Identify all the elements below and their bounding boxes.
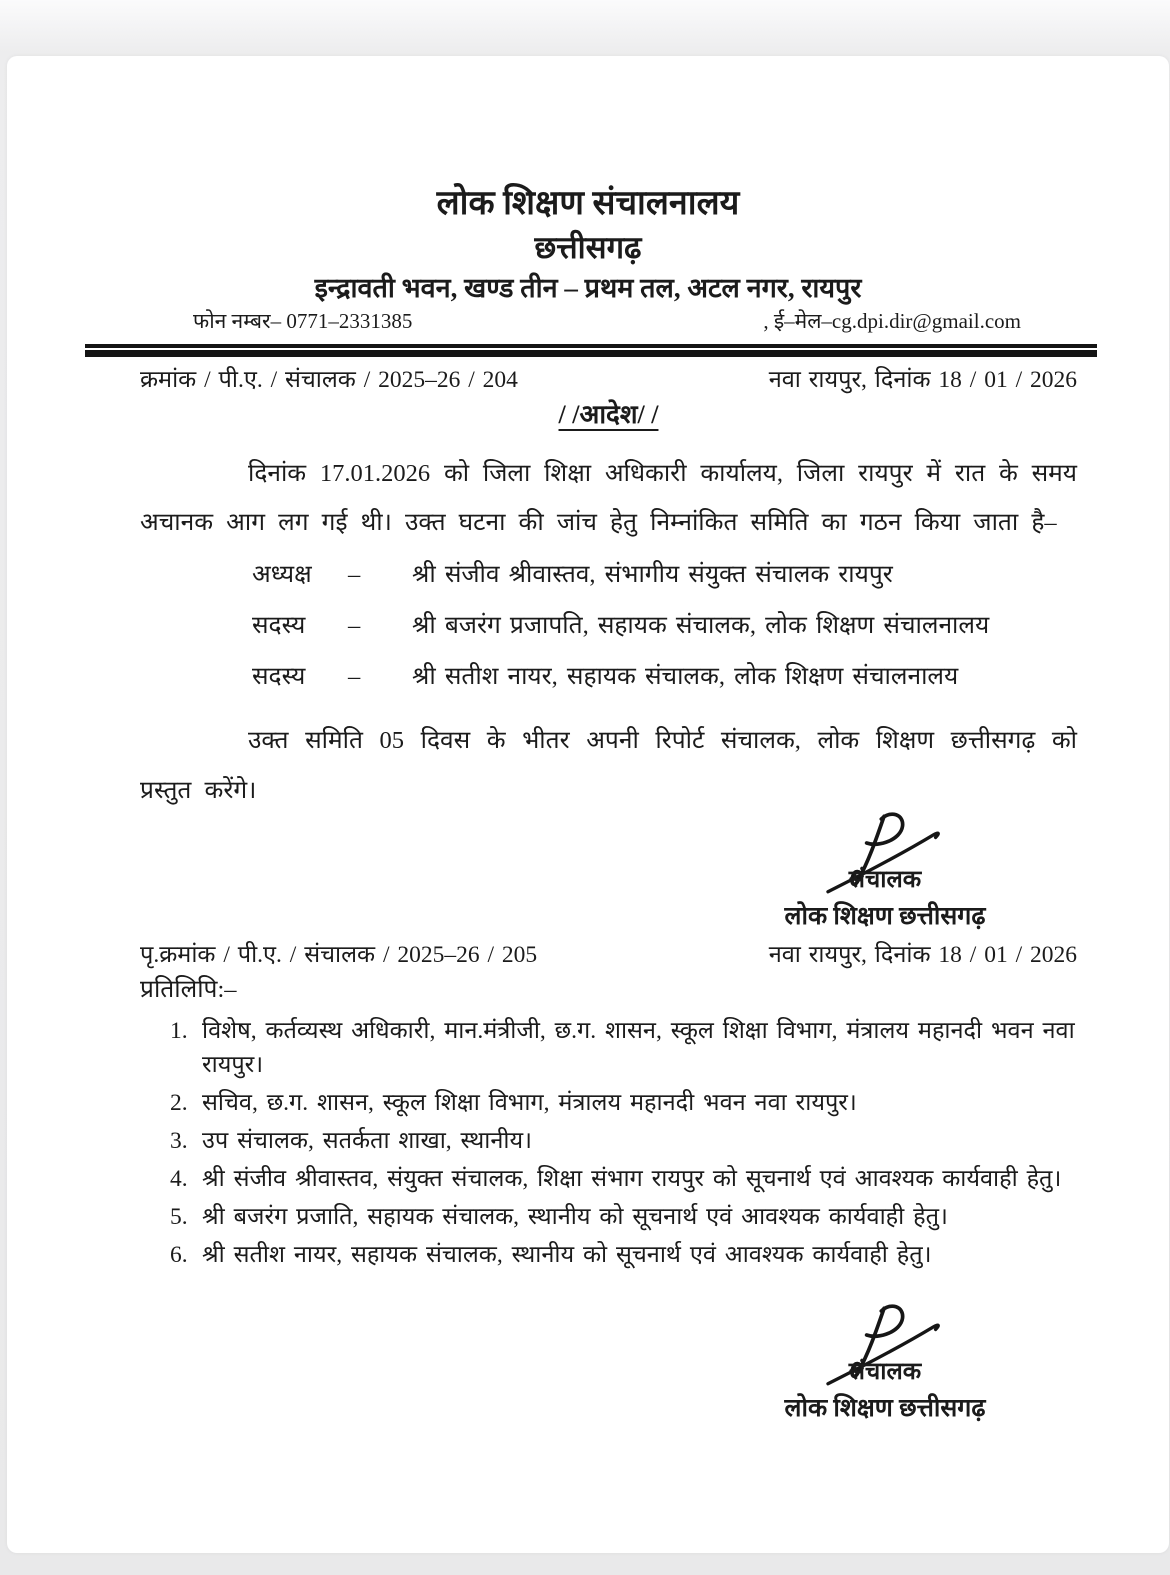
copy-item-number: 3. (170, 1128, 188, 1154)
document-page (7, 56, 1169, 1553)
committee-role: सदस्य (252, 612, 306, 639)
letterhead (7, 56, 1169, 334)
org-address: इन्द्रावती भवन, खण्ड तीन – प्रथम तल, अटल नगर, रायपुर (314, 273, 862, 303)
copy-item-text: श्री बजरंग प्रजाति, सहायक संचालक, स्थानीय को सूचनार्थ एवं आवश्यक कार्यवाही हेतु। (202, 1204, 948, 1230)
order-place-date: नवा रायपुर, दिनांक 18 / 01 / 2026 (768, 367, 1077, 393)
copy-to-label: प्रतिलिपि:– (140, 976, 237, 1003)
intro-paragraph: दिनांक 17.01.2026 को जिला शिक्षा अधिकारी कार्यालय, जिला रायपुर में रात के समय अचानक आग लग गई थी। उक्त घटना की जांच हेतु निम्नांकित समिति का गठन किया जाता है– (140, 460, 1077, 536)
committee-role: अध्यक्ष (252, 561, 312, 588)
copy-item-number: 1. (170, 1018, 188, 1044)
copy-item-text: विशेष, कर्तव्यस्थ अधिकारी, मान.मंत्रीजी, छ.ग. शासन, स्कूल शिक्षा विभाग, मंत्रालय महानदी भवन नवा रायपुर। (202, 1018, 1075, 1078)
copy-item (140, 1086, 1077, 1120)
copy-item (140, 1200, 1077, 1234)
committee-member-detail: श्री संजीव श्रीवास्तव, संभागीय संयुक्त संचालक रायपुर (412, 561, 893, 588)
committee-row (140, 600, 1077, 651)
contact-row (193, 308, 1021, 334)
copy-item-text: श्री सतीश नायर, सहायक संचालक, स्थानीय को सूचनार्थ एवं आवश्यक कार्यवाही हेतु। (202, 1242, 932, 1268)
committee-member-detail: श्री बजरंग प्रजापति, सहायक संचालक, लोक शिक्षण संचालनालय (412, 612, 990, 639)
org-name: लोक शिक्षण संचालनालय (436, 185, 740, 222)
copy-item-number: 6. (170, 1242, 188, 1268)
copy-item (140, 1238, 1077, 1272)
signer-office: लोक शिक्षण छत्तीसगढ़ (784, 903, 986, 930)
committee-role: सदस्य (252, 663, 306, 690)
order-reference-row (140, 365, 1077, 395)
signature-block (715, 1300, 1055, 1424)
committee-dash: – (348, 561, 361, 588)
committee-row (140, 549, 1077, 600)
endorsement-place-date: नवा रायपुर, दिनांक 18 / 01 / 2026 (768, 942, 1077, 968)
copy-item (140, 1162, 1077, 1196)
copy-item (140, 1014, 1077, 1082)
copy-item-number: 4. (170, 1166, 188, 1192)
signer-office: लोक शिक्षण छत्तीसगढ़ (784, 1395, 986, 1422)
copy-item-number: 5. (170, 1204, 188, 1230)
committee-row (140, 651, 1077, 702)
committee-member-detail: श्री सतीश नायर, सहायक संचालक, लोक शिक्षण संचालनालय (412, 663, 959, 690)
phone-number: फोन नम्बर– 0771–2331385 (193, 309, 413, 333)
copy-distribution-list (140, 1014, 1077, 1272)
signature-block (715, 808, 1055, 932)
copy-item-text: सचिव, छ.ग. शासन, स्कूल शिक्षा विभाग, मंत्रालय महानदी भवन नवा रायपुर। (202, 1090, 857, 1116)
copy-item-text: श्री संजीव श्रीवास्तव, संयुक्त संचालक, शिक्षा संभाग रायपुर को सूचनार्थ एवं आवश्यक कार्यवाही हेतु। (202, 1166, 1062, 1192)
org-state: छत्तीसगढ़ (534, 230, 642, 265)
committee-dash: – (348, 612, 361, 639)
endorsement-ref-number: पृ.क्रमांक / पी.ए. / संचालक / 2025–26 / 205 (140, 942, 538, 968)
header-divider (85, 344, 1097, 357)
signer-designation: संचालक (848, 1359, 922, 1385)
letter-body (140, 365, 1077, 1424)
committee-dash: – (348, 663, 361, 690)
order-title: / /आदेश/ / (558, 400, 659, 429)
copy-item (140, 1124, 1077, 1158)
email-address: , ई–मेल–cg.dpi.dir@gmail.com (763, 309, 1021, 333)
copy-item-number: 2. (170, 1090, 188, 1116)
committee-list (140, 549, 1077, 702)
order-ref-number: क्रमांक / पी.ए. / संचालक / 2025–26 / 204 (140, 367, 518, 393)
signer-designation: संचालक (848, 867, 922, 893)
closing-paragraph: उक्त समिति 05 दिवस के भीतर अपनी रिपोर्ट संचालक, लोक शिक्षण छत्तीसगढ़ को प्रस्तुत करेंगे। (140, 727, 1077, 804)
copy-item-text: उप संचालक, सतर्कता शाखा, स्थानीय। (202, 1128, 532, 1154)
endorsement-reference-row (140, 940, 1077, 970)
